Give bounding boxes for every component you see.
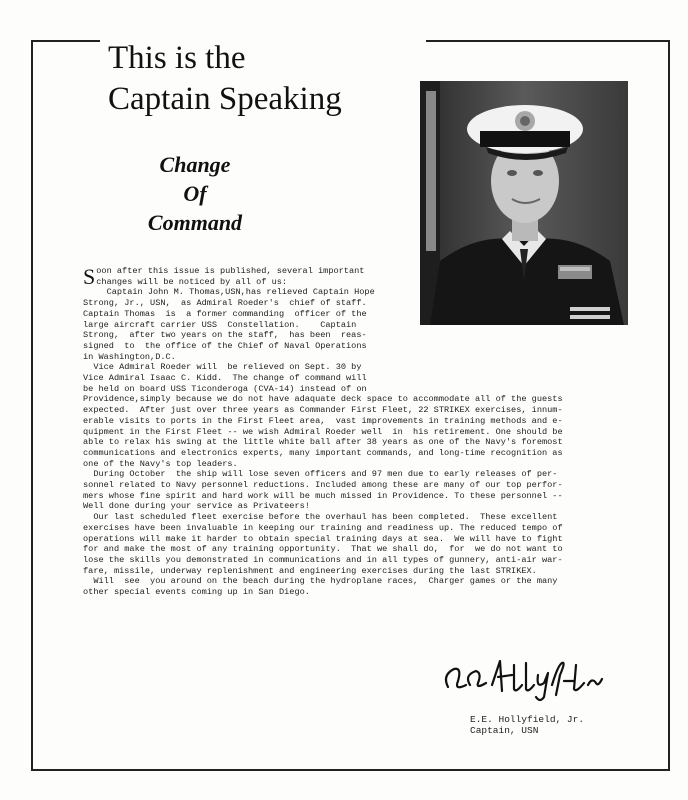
article-line: one of the Navy's top leaders. xyxy=(83,458,238,469)
article-line: able to relax his swing at the little white ball after 38 years as one of the Navy's foremost xyxy=(83,437,563,448)
subhead-line-2: Of xyxy=(183,181,207,206)
article-line: During October the ship will lose seven officers and 97 men due to early releases of per- xyxy=(83,469,558,480)
article-line: signed to the office of the Chief of Naval Operations xyxy=(83,340,367,351)
article-line: other special events coming up in San Diego. xyxy=(83,587,310,598)
article-subheading xyxy=(120,150,270,237)
article-line: oon after this issue is published, several important xyxy=(96,266,365,276)
article-body xyxy=(83,266,619,598)
article-line: Will see you around on the beach during the hydroplane races, Charger games or the many xyxy=(83,576,558,587)
subhead-line-1: Change xyxy=(159,152,231,177)
subhead-line-3: Command xyxy=(147,210,243,235)
article-line: sonnel related to Navy personnel reductions. Included among these are many of our top perfor- xyxy=(83,480,563,491)
handwritten-signature xyxy=(440,655,615,705)
article-line: Strong, Jr., USN, as Admiral Roeder's chief of staff. xyxy=(83,298,367,309)
article-line: communications and electronics experts, many important commands, and long-time recognition as xyxy=(83,447,563,458)
title-line-1: This is the xyxy=(108,40,246,76)
article-line: be held on board USS Ticonderoga (CVA-14) instead of on xyxy=(83,383,367,394)
page-title xyxy=(100,38,426,120)
article-line: Our last scheduled fleet exercise before the overhaul has been completed. These excellent xyxy=(83,512,558,523)
article-line: Captain John M. Thomas,USN,has relieved Captain Hope xyxy=(96,287,375,298)
article-line: lose the skills you demonstrated in communications and in all types of gunnery, anti-air war- xyxy=(83,554,563,565)
article-line: for and make the most of any training opportunity. That we shall do, for we do not want to xyxy=(83,544,563,555)
article-line: fare, missile, underway replenishment and engineering exercises during the last STRIKEX. xyxy=(83,565,537,576)
article-line: Vice Admiral Roeder will be relieved on Sept. 30 by xyxy=(83,362,362,373)
article-line: operations will make it harder to obtain special training days at sea. We will have to fight xyxy=(83,533,563,544)
article-line: large aircraft carrier USS Constellation. Captain xyxy=(83,319,357,330)
article-line: Captain Thomas is a former commanding officer of the xyxy=(83,308,367,319)
article-line: Vice Admiral Isaac C. Kidd. The change of command will xyxy=(83,373,367,384)
article-line: Providence,simply because we do not have adaquate deck space to accommodate all of the guests xyxy=(83,394,563,405)
article-line: erable visits to ports in the First Fleet area, vast improvements in training methods and e- xyxy=(83,415,563,426)
article-line: mers whose fine spirit and hard work will be much missed in Providence. To these personnel -- xyxy=(83,490,563,501)
signature-icon xyxy=(440,655,615,705)
article-line: quipment in the First Fleet -- we wish Admiral Roeder well in his retirement. One should be xyxy=(83,426,563,437)
article-line: expected. After just over three years as Commander First Fleet, 22 STRIKEX exercises, innum- xyxy=(83,405,563,416)
title-line-2: Captain Speaking xyxy=(108,81,342,117)
drop-cap-letter: S xyxy=(83,264,96,289)
signature-block xyxy=(470,714,630,736)
article-line: changes will be noticed by all of us: xyxy=(96,276,288,287)
signer-name: E.E. Hollyfield, Jr. xyxy=(470,714,585,725)
article-line: Strong, after two years on the staff, has been reas- xyxy=(83,330,367,341)
article-line: Well done during your service as Privateers! xyxy=(83,501,310,512)
article-line: exercises have been invaluable in keeping our training and readiness up. The reduced tempo of xyxy=(83,522,563,533)
signer-rank: Captain, USN xyxy=(470,725,539,736)
article-line: in Washington,D.C. xyxy=(83,351,176,362)
